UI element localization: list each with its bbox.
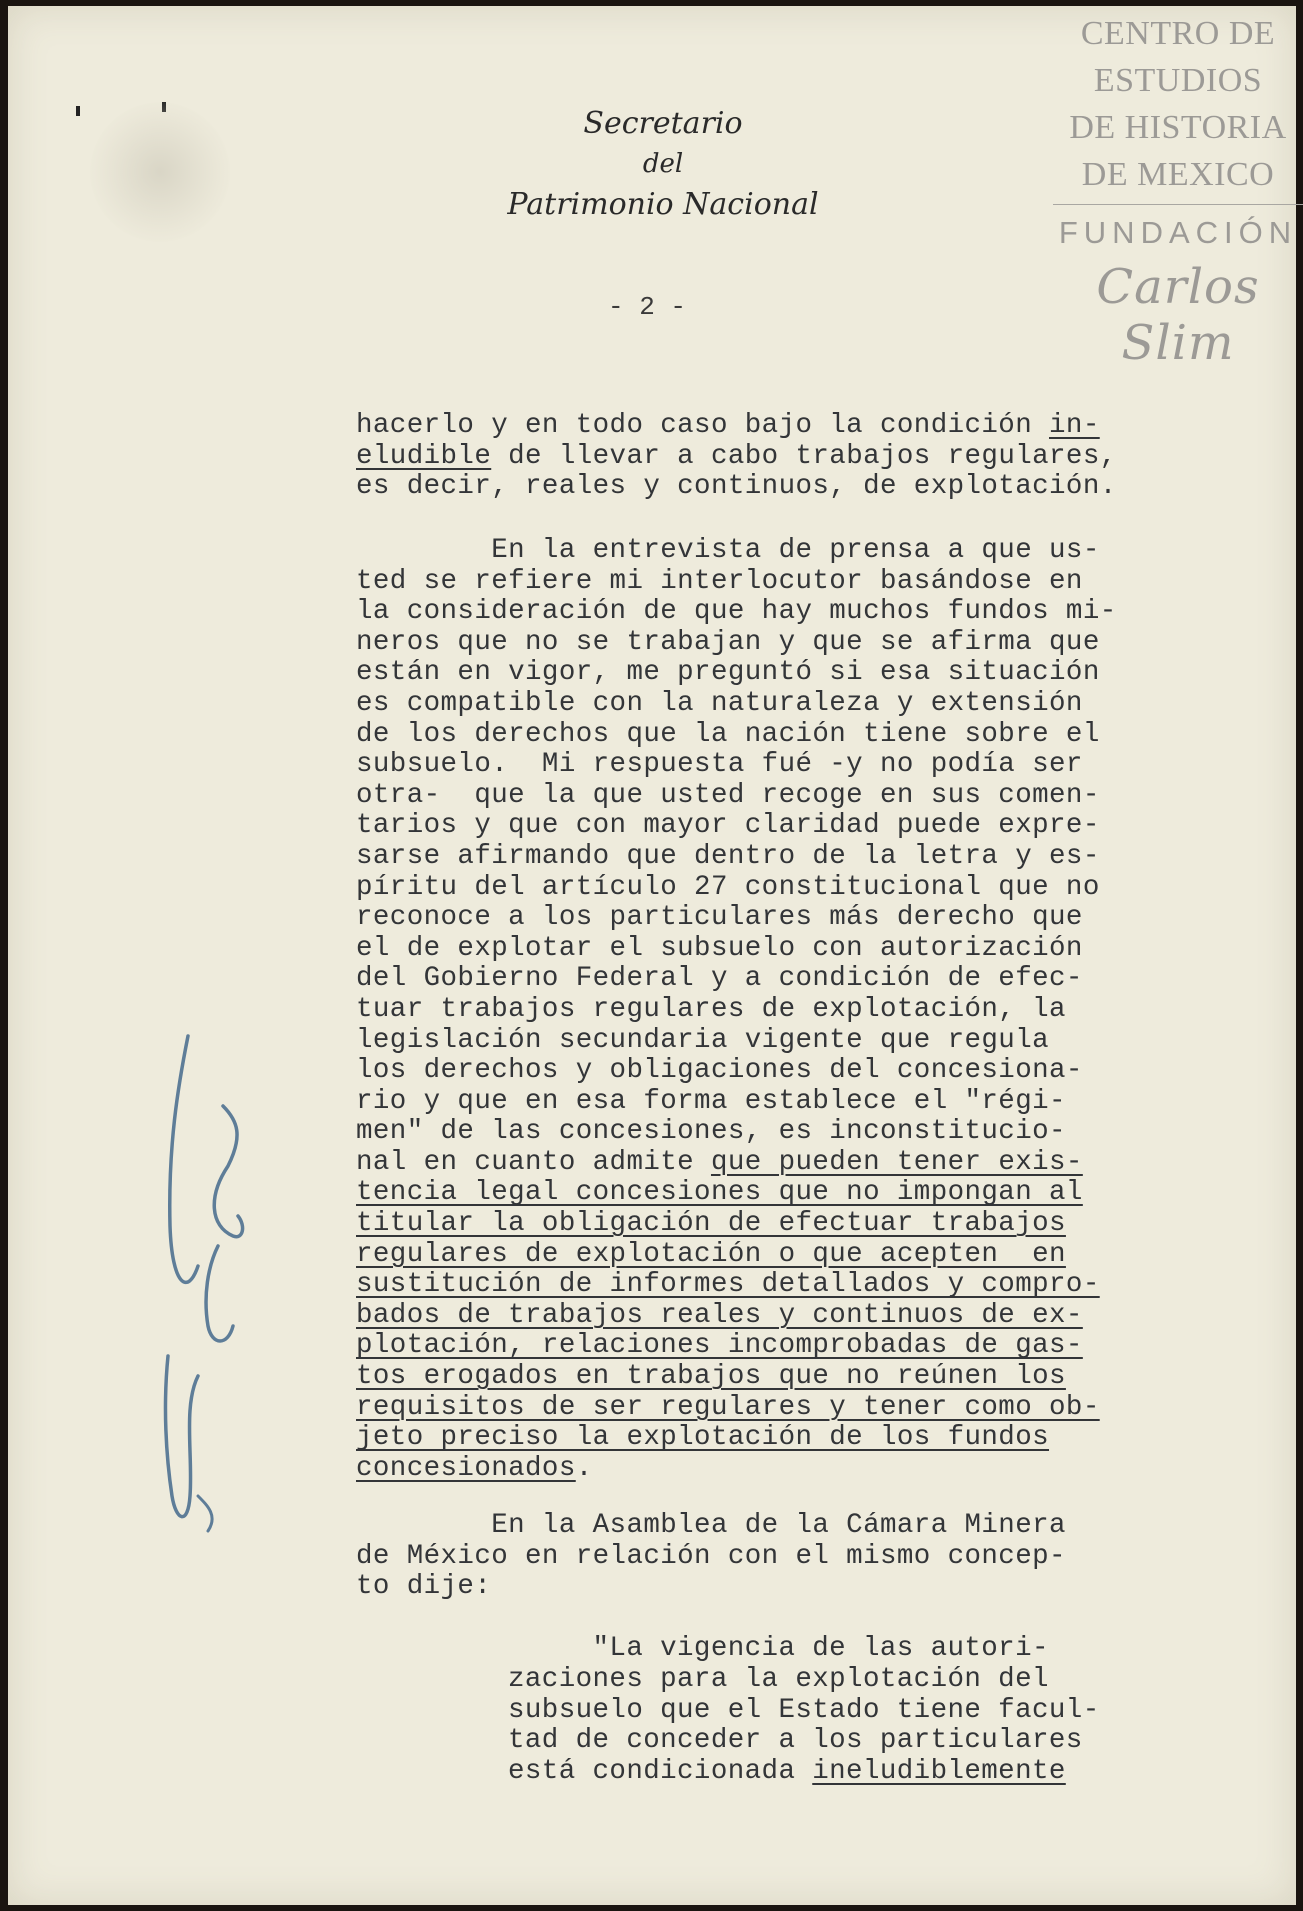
line-text: de los derechos que la nación tiene sobre el (356, 718, 1100, 750)
underlined-text: eludible (356, 440, 492, 472)
text-line (356, 628, 1196, 659)
stamp-line-4: DE MEXICO (1081, 156, 1275, 193)
paragraph-2 (356, 536, 1196, 1484)
text-line (356, 903, 1196, 934)
text-line (356, 781, 1196, 812)
line-text: píritu del artículo 27 constitucional que no (356, 871, 1100, 903)
text-line (508, 1665, 1208, 1696)
line-text: del Gobierno Federal y a condición de efec- (356, 963, 1083, 995)
text-line (356, 1056, 1196, 1087)
text-line (508, 1634, 1208, 1665)
line-text: . (575, 1452, 593, 1484)
line-text: está condicionada (508, 1756, 813, 1788)
text-line (508, 1696, 1208, 1727)
text-line (356, 1393, 1196, 1424)
line-text: el de explotar el subsuelo con autorización (356, 932, 1083, 964)
letterhead-ministry: Patrimonio Nacional (507, 187, 819, 223)
text-line (356, 1301, 1196, 1332)
text-line (356, 1362, 1196, 1393)
text-line (356, 842, 1196, 873)
letterhead-title: Secretario (583, 106, 743, 141)
text-line (356, 1331, 1196, 1362)
handwritten-signature-icon (148, 1026, 258, 1546)
stamp-line-1: CENTRO DE (1080, 15, 1276, 52)
text-line (356, 964, 1196, 995)
underlined-text: bados de trabajos reales y continuos de ex- (356, 1299, 1083, 1331)
line-text: men" de las concesiones, es inconstitucio- (356, 1116, 1066, 1148)
text-line (356, 934, 1196, 965)
line-text: nal en cuanto admite (356, 1146, 711, 1178)
line-text: zaciones para la explotación del (508, 1663, 1049, 1695)
line-text: están en vigor, me preguntó si esa situación (356, 657, 1100, 689)
line-text: tarios y que con mayor claridad puede expre- (356, 810, 1100, 842)
underlined-text: regulares de explotación o que acepten en (356, 1238, 1066, 1270)
punch-mark-left (76, 106, 80, 116)
line-text: tuar trabajos regulares de explotación, la (356, 993, 1066, 1025)
line-text: En la Asamblea de la Cámara Minera (356, 1510, 1066, 1541)
text-line (356, 1572, 1196, 1603)
text-line (356, 1423, 1196, 1454)
underlined-text: requisitos de ser regulares y tener como ob- (356, 1391, 1100, 1423)
line-text: tad de conceder a los particulares (508, 1725, 1083, 1757)
text-line (356, 1240, 1196, 1271)
line-text: ted se refiere mi interlocutor basándose en (356, 565, 1083, 597)
line-text: En la entrevista de prensa a que us- (356, 535, 1100, 566)
line-text: hacerlo y en todo caso bajo la condición (356, 410, 1050, 441)
underlined-text: jeto preciso la explotación de los fundos (356, 1422, 1050, 1454)
line-text: otra- que la que usted recoge en sus comen- (356, 779, 1100, 811)
line-text: la consideración de que hay muchos fundos mi- (356, 596, 1117, 628)
underlined-text: ineludiblemente (812, 1756, 1066, 1788)
text-line (356, 597, 1196, 628)
underlined-text: titular la obligación de efectuar trabajos (356, 1208, 1066, 1240)
line-text: sarse afirmando que dentro de la letra y es- (356, 840, 1100, 872)
text-line (356, 1454, 1196, 1485)
text-line (356, 995, 1196, 1026)
line-text: de llevar a cabo trabajos regulares, (491, 440, 1117, 472)
line-text: de México en relación con el mismo concep- (356, 1540, 1066, 1572)
stamp-line-3: DE HISTORIA (1069, 109, 1287, 146)
text-line (356, 1117, 1196, 1148)
text-line (356, 1148, 1196, 1179)
text-line (356, 1270, 1196, 1301)
paragraph-1 (356, 411, 1196, 503)
text-line (356, 689, 1196, 720)
page-number: - 2 - (608, 292, 687, 322)
line-text: es compatible con la naturaleza y extensión (356, 687, 1083, 719)
text-line (356, 536, 1196, 567)
archive-stamp (1053, 10, 1303, 371)
underlined-text: tos erogados en trabajos que no reúnen los (356, 1361, 1066, 1393)
underlined-text: sustitución de informes detallados y compro- (356, 1269, 1100, 1301)
line-text: subsuelo. Mi respuesta fué -y no podía ser (356, 749, 1083, 781)
text-line (356, 720, 1196, 751)
line-text: "La vigencia de las autori- (508, 1633, 1049, 1664)
text-line (356, 442, 1196, 473)
line-text: to dije: (356, 1571, 492, 1603)
line-text: los derechos y obligaciones del concesiona- (356, 1055, 1083, 1087)
text-line (356, 1087, 1196, 1118)
line-text: subsuelo que el Estado tiene facul- (508, 1694, 1100, 1726)
underlined-text: plotación, relaciones incomprobadas de gas- (356, 1330, 1083, 1362)
underlined-text: tencia legal concesiones que no impongan al (356, 1177, 1083, 1209)
text-line (508, 1757, 1208, 1788)
text-line (356, 472, 1196, 503)
text-line (356, 1511, 1196, 1542)
letterhead (448, 102, 878, 227)
block-quote (508, 1634, 1208, 1788)
text-line (356, 750, 1196, 781)
text-line (356, 1542, 1196, 1573)
line-text: rio y que en esa forma establece el "régi- (356, 1085, 1066, 1117)
stamp-foundation: FUNDACIÓN (1058, 215, 1298, 250)
text-line (508, 1726, 1208, 1757)
text-line (356, 873, 1196, 904)
text-line (356, 1209, 1196, 1240)
paragraph-3 (356, 1511, 1196, 1603)
line-text: es decir, reales y continuos, de explotación. (356, 471, 1117, 502)
underlined-text: que pueden tener exis- (710, 1146, 1083, 1178)
letterhead-connector: del (642, 148, 684, 179)
stamp-line-2: ESTUDIOS (1093, 62, 1263, 99)
text-line (356, 411, 1196, 442)
text-line (356, 658, 1196, 689)
text-line (356, 1178, 1196, 1209)
stamp-signature-logo: Carlos Slim (1096, 259, 1260, 371)
text-line (356, 1026, 1196, 1057)
text-line (356, 567, 1196, 598)
line-text: reconoce a los particulares más derecho que (356, 902, 1083, 934)
text-line (356, 811, 1196, 842)
line-text: legislación secundaria vigente que regula (356, 1024, 1050, 1056)
document-page (8, 6, 1296, 1905)
underlined-text: concesionados (356, 1452, 576, 1484)
stamp-divider (1053, 204, 1303, 205)
embossed-seal-icon (90, 102, 230, 242)
line-text: neros que no se trabajan y que se afirma que (356, 626, 1100, 658)
underlined-text: in- (1049, 410, 1100, 441)
